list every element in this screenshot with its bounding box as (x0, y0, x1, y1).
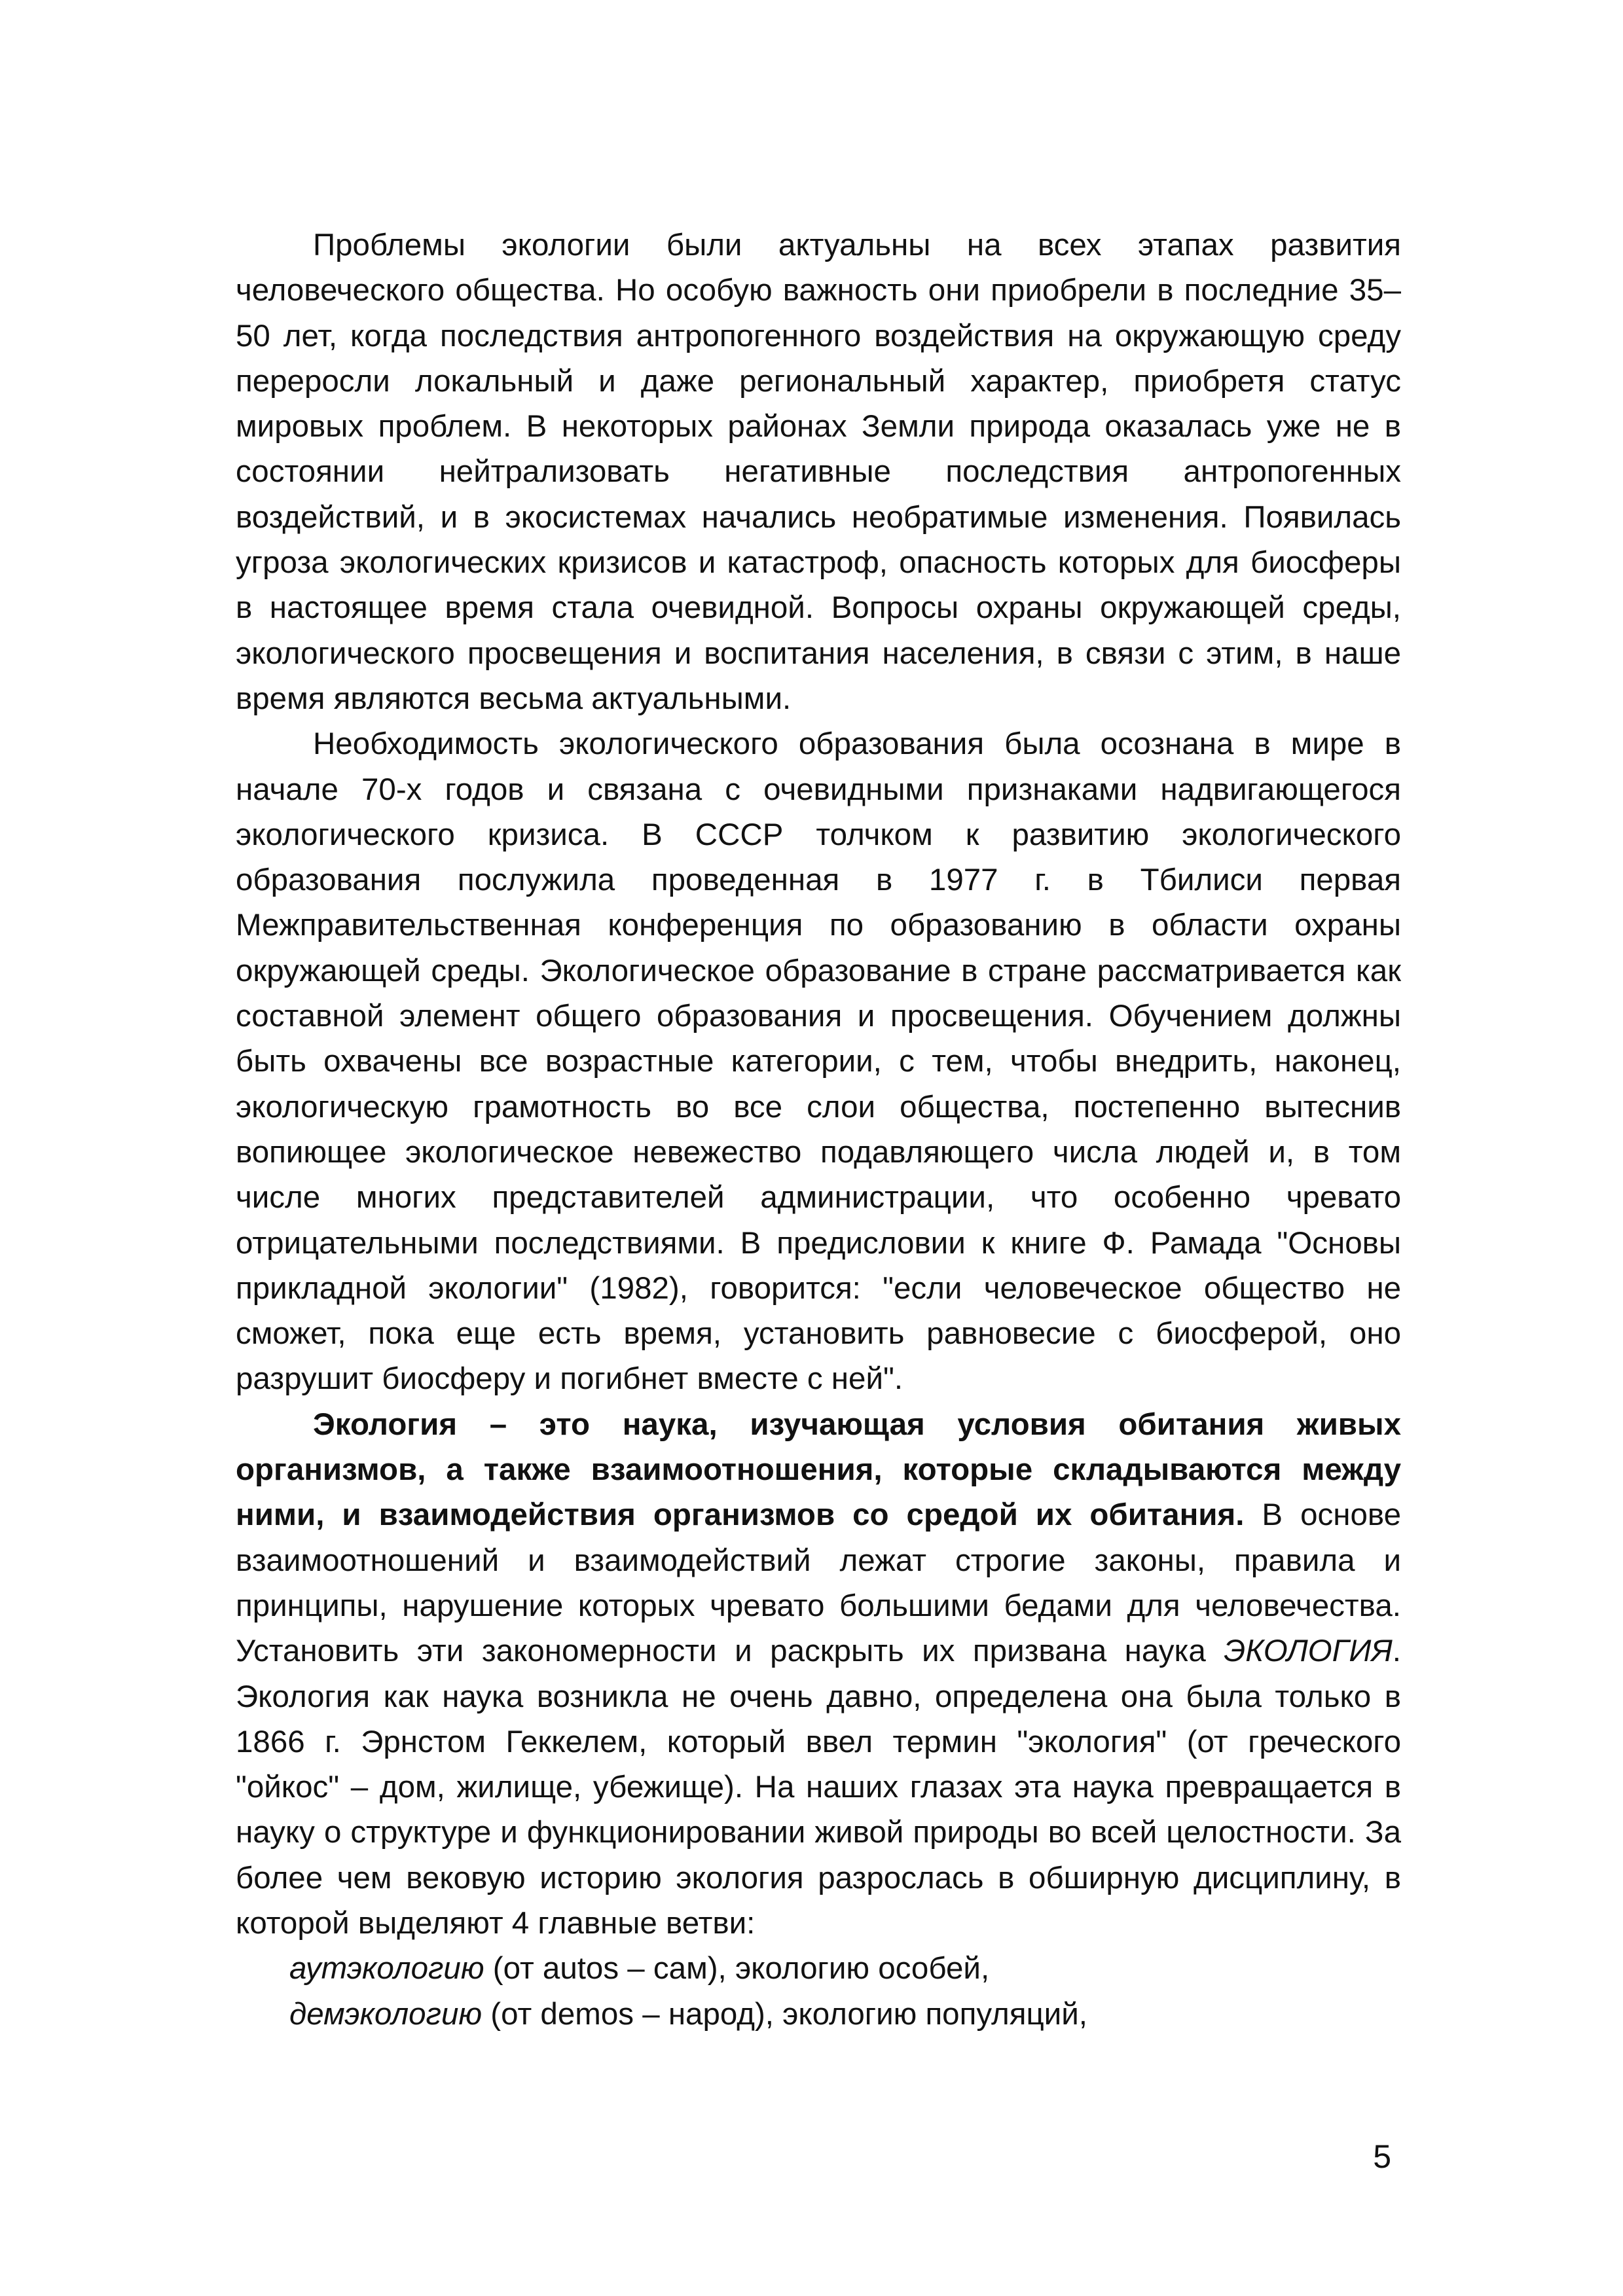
branch-description: (от demos – народ), экологию популяций, (482, 1996, 1087, 2032)
paragraph-1: Проблемы экологии были актуальны на всех этапах развития человеческого общества. Но особую важность они приобрели в последние 35–50 лет, когда последствия антропогенного воздействия на окружающую среду переросли локальный и даже региональный характер, приобретя статус мировых проблем. В некоторых районах Земли природа оказалась уже не в состоянии нейтрализовать негативные последствия антропогенных воздействий, и в экосистемах начались необратимые изменения. Появилась угроза экологических кризисов и катастроф, опасность которых для биосферы в настоящее время стала очевидной. Вопросы охраны окружающей среды, экологического просвещения и воспитания населения, в связи с этим, в наше время являются весьма актуальными. (236, 228, 1401, 716)
paragraph-3 (236, 1402, 1401, 1946)
ecology-definition: Экология – это наука, изучающая условия обитания живых организмов, а также взаимоотношения, которые складываются между ними, и взаимодействия организмов со средой их обитания. (236, 1407, 1401, 1533)
branch-term: аутэкологию (289, 1951, 484, 1986)
ecology-branches-list (236, 1946, 1401, 2037)
page-number: 5 (1373, 2138, 1391, 2175)
paragraph-2: Необходимость экологического образования была осознана в мире в начале 70-х годов и связана с очевидными признаками надвигающегося экологического кризиса. В СССР толчком к развитию экологического образования послужила проведенная в 1977 г. в Тбилиси первая Межправительственная конференция по образованию в области охраны окружающей среды. Экологическое образование в стране рассматривается как составной элемент общего образования и просвещения. Обучением должны быть охвачены все возрастные категории, с тем, чтобы внедрить, наконец, экологическую грамотность во все слои общества, постепенно вытеснив вопиющее экологическое невежество подавляющего числа людей и, в том числе многих представителей администрации, что особенно чревато отрицательными последствиями. В предисловии к книге Ф. Рамада "Основы прикладной экологии" (1982), говорится: "если человеческое общество не сможет, пока еще есть время, установить равновесие с биосферой, оно разрушит биосферу и погибнет вместе с ней". (236, 726, 1401, 1397)
list-item (236, 1946, 1401, 1991)
ecology-term: ЭКОЛОГИЯ (1224, 1634, 1393, 1669)
branch-term: демэкологию (289, 1996, 483, 2032)
list-item (236, 1992, 1401, 2037)
body-text (236, 223, 1401, 2037)
paragraph-3-text-a: В основе взаимоотношений и взаимодействий лежат строгие законы, правила и принципы, нарушение которых чревато большими бедами для человечества. Установить эти закономерности и раскрыть их призвана наука (236, 1498, 1402, 1669)
branch-description: (от autos – сам), экологию особей, (484, 1951, 990, 1986)
paragraph-3-text-b: . Экология как наука возникла не очень давно, определена она была только в 1866 г. Эрнстом Геккелем, который ввел термин "экология" (от греческого "ойкос" – дом, жилище, убежище). На наших глазах эта наука превращается в науку о структуре и функционировании живой природы во всей целостности. За более чем вековую историю экология разрослась в обширную дисциплину, в которой выделяют 4 главные ветви: (236, 1634, 1401, 1941)
